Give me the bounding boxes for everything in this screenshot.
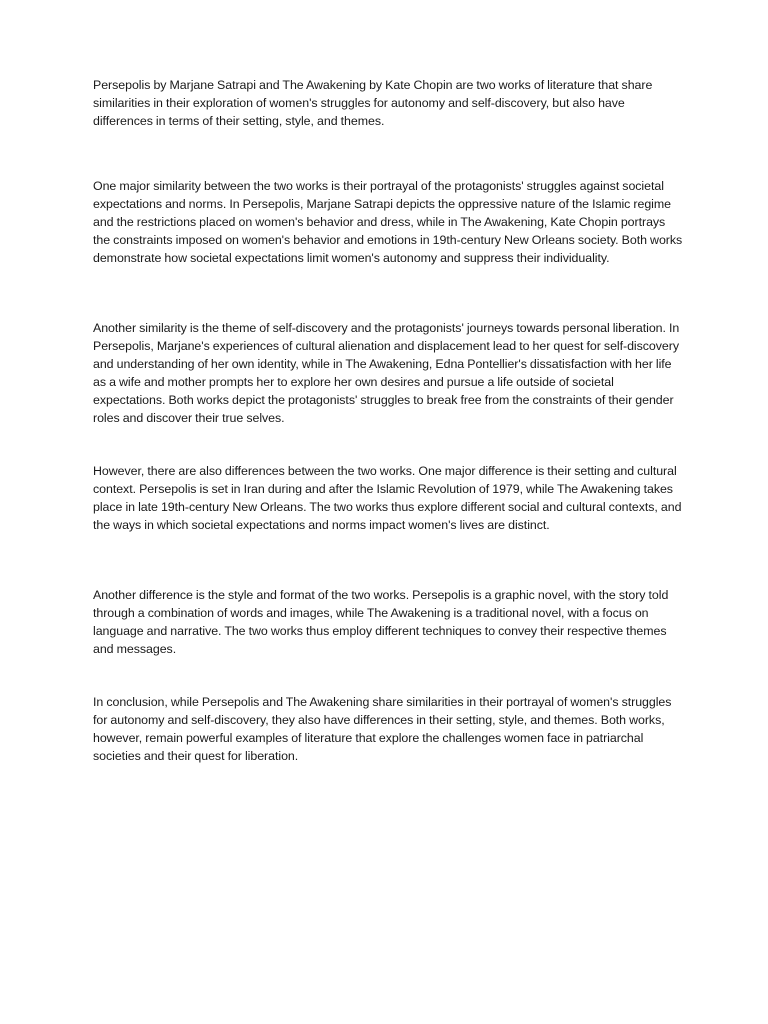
paragraph-similarity-societal-expectations: One major similarity between the two works is their portrayal of the protagonists' struggles against societal expectations and norms. In Persepolis, Marjane Satrapi depicts the oppressive nature of the Islamic regime and the restrictions placed on women's behavior and dress, while in The Awakening, Kate Chopin portrays the constraints imposed on women's behavior and emotions in 19th-century New Orleans society. Both works demonstrate how societal expectations limit women's autonomy and suppress their individuality.: [93, 179, 683, 266]
paragraph-conclusion: In conclusion, while Persepolis and The Awakening share similarities in their portrayal of women's struggles for autonomy and self-discovery, they also have differences in their setting, style, and themes. Both works, however, remain powerful examples of literature that explore the challenges women face in patriarchal societies and their quest for liberation.: [93, 695, 672, 764]
paragraph-difference-style: Another difference is the style and format of the two works. Persepolis is a graphic novel, with the story told through a combination of words and images, while The Awakening is a traditional novel, with a focus on language and narrative. The two works thus employ different techniques to convey their respective themes and messages.: [93, 588, 669, 657]
paragraph-similarity-self-discovery: Another similarity is the theme of self-discovery and the protagonists' journeys towards personal liberation. In Persepolis, Marjane's experiences of cultural alienation and displacement lead to her quest for self-discovery and understanding of her own identity, while in The Awakening, Edna Pontellier's dissatisfaction with her life as a wife and mother prompts her to explore her own desires and pursue a life outside of societal expectations. Both works depict the protagonists' struggles to break free from the constraints of their gender roles and discover their true selves.: [93, 321, 680, 426]
paragraph-introduction: Persepolis by Marjane Satrapi and The Awakening by Kate Chopin are two works of literature that share similarities in their exploration of women's struggles for autonomy and self-discovery, but also have differences in terms of their setting, style, and themes.: [93, 78, 653, 129]
paragraph-difference-setting: However, there are also differences between the two works. One major difference is their setting and cultural context. Persepolis is set in Iran during and after the Islamic Revolution of 1979, while The Awakening takes place in late 19th-century New Orleans. The two works thus explore different social and cultural contexts, and the ways in which societal expectations and norms impact women's lives are distinct.: [93, 464, 682, 533]
